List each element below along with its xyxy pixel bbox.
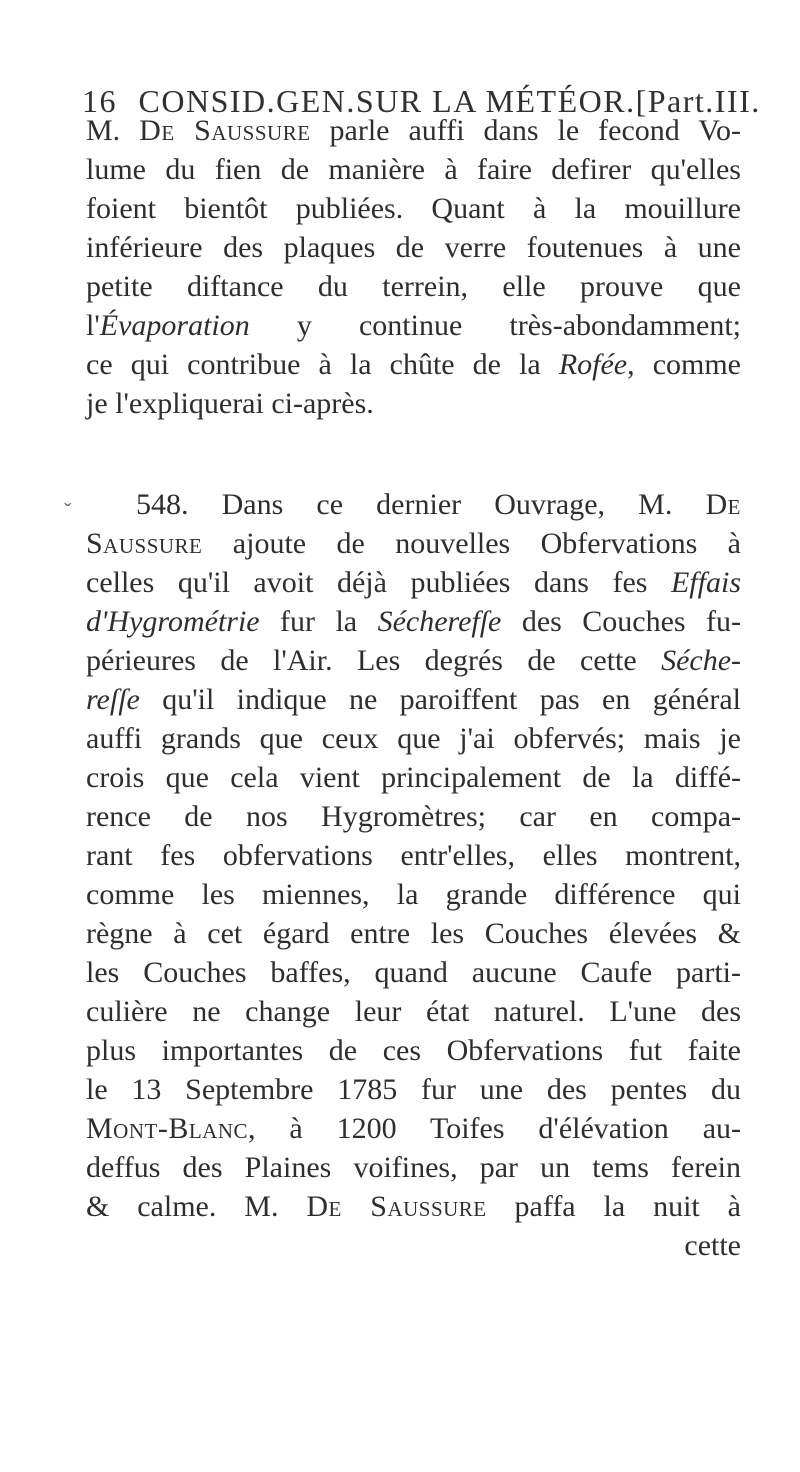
- text-line: & calme. M. De Saussure paffa la nuit à: [86, 1190, 741, 1223]
- paragraph-1: [86, 111, 741, 423]
- text-line: Saussure ajoute de nouvelles Obfervations à: [86, 527, 741, 560]
- text-line: lume du fien de manière à faire defirer qu'elles: [86, 153, 741, 186]
- text-line: Mont-Blanc, à 1200 Toifes d'élévation au-: [86, 1112, 741, 1145]
- text-line: petite diftance du terrein, elle prouve que: [86, 270, 741, 303]
- text-line: deffus des Plaines voifines, par un tems ferein: [86, 1151, 741, 1184]
- text-line: je l'expliquerai ci-après.: [86, 387, 374, 420]
- text-line: culière ne change leur état naturel. L'une des: [86, 995, 741, 1028]
- text-line: crois que cela vient principalement de la diffé-: [86, 761, 741, 794]
- page-number: 16: [82, 83, 117, 119]
- text-line: M. De Saussure parle auffi dans le fecond Vo-: [86, 114, 741, 147]
- text-line: celles qu'il avoit déjà publiées dans fes Effais: [86, 566, 741, 599]
- author-name: De Saussure: [139, 114, 311, 147]
- text-line: règne à cet égard entre les Couches élevées &: [86, 917, 741, 950]
- running-title: CONSID.GEN.SUR LA MÉTÉOR.[Part.III.: [138, 83, 761, 119]
- place-name: Mont-Blanc: [86, 1112, 248, 1145]
- text-line: foient bientôt publiées. Quant à la mouillure: [86, 192, 741, 225]
- text-line: ce qui contribue à la chûte de la Rofée, comme: [86, 348, 741, 381]
- text-line: reſſe qu'il indique ne paroiffent pas en général: [86, 683, 741, 716]
- text-line: d'Hygrométrie fur la Sécherefſe des Couches fu-: [86, 605, 741, 638]
- text-line: rant fes obfervations entr'elles, elles montrent,: [86, 839, 741, 872]
- text-line: comme les miennes, la grande différence qui: [86, 878, 741, 911]
- author-name: De: [705, 488, 741, 521]
- text-line: périeures de l'Air. Les degrés de cette Séche-: [86, 644, 742, 677]
- author-name: Saussure: [86, 527, 203, 560]
- text-line: inférieure des plaques de verre foutenues à une: [86, 231, 741, 264]
- text-line: plus importantes de ces Obfervations fut faite: [86, 1034, 741, 1067]
- paragraph-2: [86, 485, 741, 1265]
- margin-mark: ˇ: [64, 498, 72, 523]
- text-line: rence de nos Hygromètres; car en compa-: [86, 800, 741, 833]
- author-name: De Saussure: [306, 1190, 487, 1223]
- text-line: auffi grands que ceux que j'ai obfervés; mais je: [86, 722, 741, 755]
- text-line: l'Évaporation y continue très-abondamment;: [86, 309, 741, 342]
- catchword: cette: [684, 1229, 741, 1262]
- text-line: 548. Dans ce dernier Ouvrage, M. De: [136, 488, 741, 521]
- text-line: les Couches baffes, quand aucune Caufe parti-: [86, 956, 741, 989]
- text-line: le 13 Septembre 1785 fur une des pentes du: [86, 1073, 741, 1106]
